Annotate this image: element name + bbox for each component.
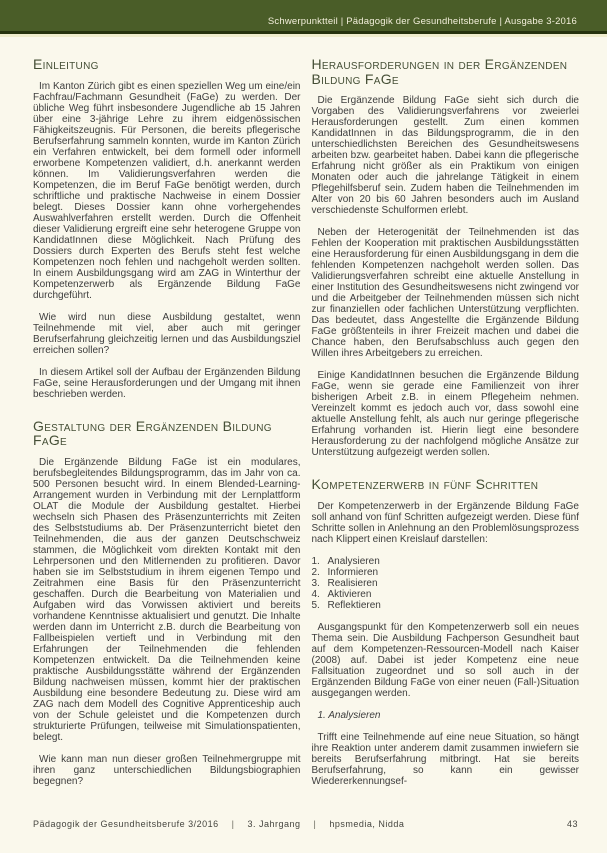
step-number: 4. (311, 588, 320, 600)
footer-separator: | (313, 819, 317, 829)
step-label: Reflektieren (327, 599, 381, 611)
step-label: Analysieren (327, 555, 380, 567)
step-label: Informieren (327, 566, 379, 578)
section-heading-gestaltung: Gestaltung der Ergänzenden Bildung FaGe (33, 417, 272, 448)
footer-publisher: hpsmedia, Nidda (329, 819, 405, 829)
section-heading-herausforderungen: Herausforderungen in der Ergänzenden Bildung FaGe (311, 56, 568, 87)
footer-separator: | (231, 819, 235, 829)
step-label: Aktivieren (327, 588, 372, 600)
paragraph: Ausgangspunkt für den Kompetenzerwerb soll ein neues Thema sein. Die Ausbildung Fachperson Gesundheit baut auf dem Kompetenzen-Ressourcen-Modell nach Kaiser (2008) auf. Dabei ist jeder Kompetenz eine neue Fallsituation zugeordnet und so soll auch in der Ergänzenden Bildung FaGe von einer neuen (Fall-)Situation ausgegangen werden. (311, 621, 579, 699)
step-number: 2. (311, 566, 320, 578)
step-number: 5. (311, 599, 320, 611)
step-item (312, 578, 580, 589)
top-bar (0, 0, 607, 31)
step-item (312, 600, 580, 611)
top-bar-title: Schwerpunktteil | Pädagogik der Gesundheitsberufe | Ausgabe 3-2016 (267, 16, 577, 27)
footer-journal-info (33, 819, 404, 829)
paragraph: Die Ergänzende Bildung FaGe sieht sich durch die Vorgaben des Validierungsverfahrens vor zweierlei Herausforderungen gestellt. Zum einen kommen KandidatInnen in das Bildungsprogramm, die in den unterschiedlichsten Bereichen des Gesundheitswesens arbeiten bzw. gearbeitet haben. Dabei kann die pflegerische Erfahrung nicht größer als ein Praktikum von einigen Monaten oder auch die jahrelange Tätigkeit in einem Pflegehilfsberuf sein. Zudem haben die Teilnehmenden im Alter von 20 bis 60 Jahren besonders auch im Ausland verschiedenste Schulformen erlebt. (311, 95, 579, 216)
left-column (33, 57, 301, 787)
section-heading-kompetenzerwerb: Kompetenzerwerb in fünf Schritten (311, 476, 539, 492)
paragraph: In diesem Artikel soll der Aufbau der Ergänzenden Bildung FaGe, seine Herausforderungen und der Umgang mit ihnen beschrieben werden. (33, 366, 301, 400)
footer-page-number: 43 (566, 819, 578, 829)
step-item (312, 556, 580, 567)
paragraph: Wie kann man nun dieser großen Teilnehmergruppe mit ihren ganz unterschiedlichen Bildungsbiographien begegnen? (33, 753, 301, 787)
paragraph: Trifft eine Teilnehmende auf eine neue Situation, so hängt ihre Reaktion unter anderem damit zusammen inwiefern sie bereits Berufserfahrung mitbringt. Hat sie bereits Berufserfahrung, so kann ein gewisser Wiedererkennungsef- (311, 731, 579, 787)
step-item (312, 567, 580, 578)
steps-list (312, 556, 580, 611)
paragraph: Neben der Heterogenität der Teilnehmenden ist das Fehlen der Kooperation mit praktischen Ausbildungsstätten eine Herausforderung für einen Ausbildungsgang in dem die fehlenden Kompetenzen nachgeholt werden sollen. Das Validierungsverfahren schreibt eine aktuelle Anstellung in einer Institution des Gesundheitswesens nicht zwingend vor und die Arbeitgeber der Teilnehmenden müssen sich nicht zur finanziellen oder fachlichen Unterstützung verpflichten. Das bedeutet, dass Angestellte die Ergänzende Bildung FaGe größtenteils in ihrer Freizeit machen und dabei die Chance haben, den Berufsabschluss auch gegen den Willen ihres Arbeitgebers zu erreichen. (311, 227, 579, 359)
page-footer (33, 819, 578, 829)
article-body (0, 37, 607, 787)
subsection-heading-analysieren: 1. Analysieren (317, 709, 381, 721)
step-item (312, 589, 580, 600)
paragraph: Im Kanton Zürich gibt es einen speziellen Weg um eine/ein Fachfrau/Fachmann Gesundheit (FaGe) zu werden. Der übliche Weg führt insbesondere Jugendliche ab 15 Jahren über eine 3-jährige Lehre zu ihrem eidgenössischen Fähigkeitszeugnis. Für Personen, die bereits pflegerische Berufserfahrung sammeln konnten, wurde im Kanton Zürich ein Verfahren entwickelt, bei dem formell oder informell erworbene Kompetenzen validiert, d.h. anerkannt werden können. Im Validierungsverfahren werden die Kompetenzen, die im Beruf FaGe benötigt werden, durch schriftliche und praktische Nachweise in einem Dossier belegt. Dieses Dossier kann ohne vorhergehendes Auswahlverfahren erstellt werden. Durch die Offenheit dieser Validierung ergreift eine sehr heterogene Gruppe von KandidatInnen diese Möglichkeit. Nach Prüfung des Dossiers durch Experten des Berufs steht fest welche Kompetenzen noch fehlen und nachgeholt werden sollten. In einem Ausbildungsgang wird am ZAG in Winterthur der Kompetenzerwerb als Ergänzende Bildung FaGe durchgeführt. (33, 80, 301, 301)
footer-volume: 3. Jahrgang (247, 819, 301, 829)
step-number: 1. (311, 555, 320, 567)
footer-journal-title: Pädagogik der Gesundheitsberufe 3/2016 (33, 819, 219, 829)
paragraph: Die Ergänzende Bildung FaGe ist ein modulares, berufsbegleitendes Bildungsprogramm, das im Jahr von ca. 500 Personen besucht wird. In einem Blended-Learning-Arrangement wurden in Verbindung mit der Lernplattform OLAT die Module der Ausbildung gestaltet. Hierbei wechseln sich Phasen des Präsenzunterrichts mit Zeiten des Selbststudiums ab. Der Präsenzunterricht bietet den Teilnehmenden, die aus der ganzen Deutschschweiz stammen, die Möglichkeit vom direkten Kontakt mit den Lehrpersonen und den Mitlernenden zu profitieren. Davor haben sie im Selbststudium in ihrem eigenen Tempo und Zeitrahmen eine Basis für den Präsenzunterricht geschaffen. Durch die Bearbeitung von Materialien und Aufgaben wird das Vorwissen aktiviert und bereits vorhandene Kenntnisse aktualisiert und genutzt. Die Inhalte werden dann im Unterricht z.B. durch die Bearbeitung von Fallbeispielen vertieft und in Verbindung mit den Erfahrungen der Teilnehmenden die fehlenden Kompetenzen entwickelt. Da die Teilnehmenden keine praktische Ausbildungsstätte während der Ergänzenden Bildung nachweisen müssen, kommt hier der praktischen Ausbildung eine besondere Bedeutung zu. Diese wird am ZAG nach dem Modell des Cognitive Apprenticeship auch von der Schule geleistet und die Kompetenzen durch strukturierte Prüfungen, teilweise mit Simulationspatienten, belegt. (33, 456, 301, 743)
paragraph: Wie wird nun diese Ausbildung gestaltet, wenn Teilnehmende mit viel, aber auch mit geringer Berufserfahrung gleichzeitig lernen und das Ausbildungsziel erreichen sollen? (33, 311, 301, 356)
paragraph: Der Kompetenzerwerb in der Ergänzende Bildung FaGe soll anhand von fünf Schritten aufgezeigt werden. Diese fünf Schritte sollen in Anlehnung an den Problemlösungsprozess nach Klippert einen Kreislauf darstellen: (311, 500, 579, 545)
paragraph: Einige KandidatInnen besuchen die Ergänzende Bildung FaGe, wenn sie gerade eine Familienzeit von ihrer bisherigen Arbeit z.B. in einem Pflegeheim nehmen. Vereinzelt kommt es jedoch auch vor, dass sowohl eine aktuelle Anstellung fehlt, als auch nur geringe pflegerische Erfahrung vorhanden ist. Hierin liegt eine besondere Herausforderung zu der nachfolgend mögliche Ansätze zur Unterstützung aufgezeigt werden sollen. (311, 370, 579, 458)
section-heading-einleitung: Einleitung (33, 56, 99, 72)
step-number: 3. (311, 577, 320, 589)
right-column (312, 57, 580, 787)
step-label: Realisieren (327, 577, 378, 589)
